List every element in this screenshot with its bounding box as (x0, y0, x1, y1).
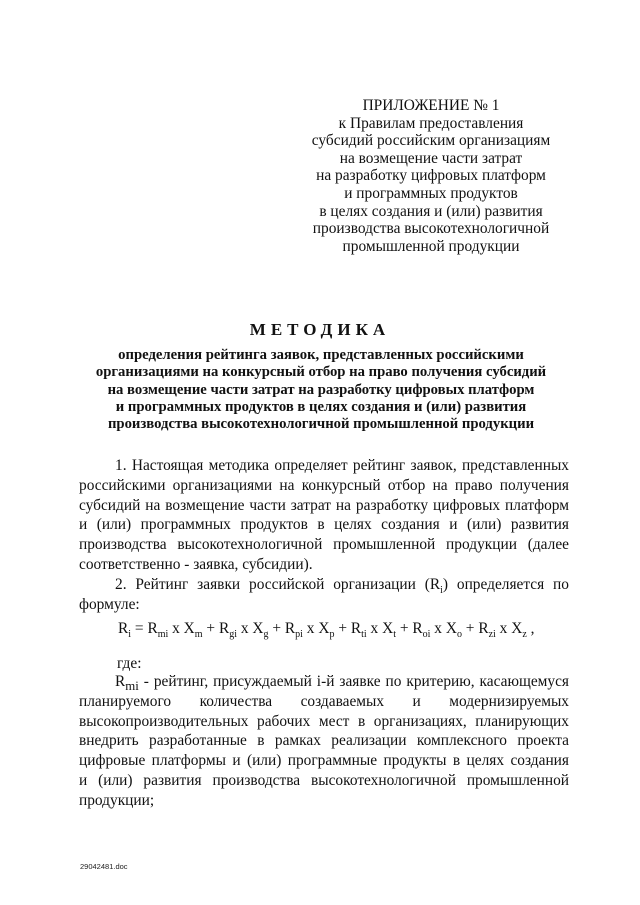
appendix-line: производства высокотехнологичной (312, 220, 550, 238)
appendix-line: субсидий российским организациям (311, 132, 551, 150)
formula-multiply: x (366, 620, 383, 637)
appendix-line: в целях создания и (или) развития (319, 202, 543, 220)
appendix-line: ПРИЛОЖЕНИЕ № 1 (362, 97, 500, 114)
criterion-line: планируемого количества создаваемых и модернизируемых (79, 692, 569, 710)
formula-terms (147, 620, 535, 641)
paragraphs (79, 456, 569, 614)
formula-rating-sub: zi (488, 629, 496, 641)
formula-rating-sub: ti (361, 629, 367, 641)
criterion-line: и (или) развития производства высокотехнологичной промышленной (79, 771, 569, 789)
criterion-definition (79, 672, 569, 811)
formula-multiply: x (237, 620, 253, 637)
formula-rating-symbol: R (350, 620, 362, 637)
formula-rating-sub: gi (229, 629, 237, 641)
formula-weight-symbol: X (382, 620, 394, 637)
paragraph-1-line: субсидий на возмещение части затрат на разработку цифровых платформ (79, 496, 569, 514)
appendix-line: к Правилам предоставления (338, 114, 524, 132)
criterion-line: цифровые платформы и (или) программные продукты в целях создания (79, 752, 569, 770)
appendix-line: на возмещение части затрат (339, 149, 523, 167)
formula-weight-symbol: X (511, 620, 523, 637)
subtitle-line: на возмещение части затрат на разработку цифровых платформ (107, 381, 535, 398)
rating-formula (118, 620, 534, 640)
formula-weight-symbol: X (445, 620, 457, 637)
document-title: МЕТОДИКА (249, 320, 391, 339)
subtitle-line: определения рейтинга заявок, представленных российскими (118, 347, 524, 363)
criterion-symbol-sub: mi (125, 679, 139, 694)
formula-weight-sub: g (263, 629, 269, 641)
formula-weight-symbol: X (252, 620, 264, 637)
paragraph-2-line: формуле: (79, 595, 140, 613)
formula-weight-sub: m (194, 629, 203, 641)
formula-operator: + (202, 620, 219, 637)
paragraph-1-line: соответственно - заявка, субсидии). (79, 555, 313, 573)
formula-operator: + (395, 620, 413, 637)
criterion-text: - рейтинг, присуждаемый i-й заявке по критерию, касающемуся (138, 673, 569, 690)
paragraph-1-line: российскими организациями на конкурсный отбор на право получения (79, 476, 569, 494)
formula-rating-symbol: R (412, 620, 423, 637)
file-name-footer: 29042481.doc (80, 862, 128, 871)
formula-operator: + (461, 620, 479, 637)
formula-rating-symbol: R (147, 620, 158, 637)
formula-weight-sub: p (329, 629, 335, 641)
paragraph-1-line: 1. Настоящая методика определяет рейтинг заявок, представленных (115, 457, 569, 474)
criterion-line: высокопроизводительных рабочих мест в организациях, планирующих (79, 712, 569, 730)
subtitle-line: производства высокотехнологичной промышленной продукции (107, 416, 535, 433)
formula-rating-symbol: R (284, 620, 296, 637)
formula-rating-sub: pi (295, 629, 303, 641)
paragraph-2-text-b: ) определяется по (442, 575, 569, 593)
criterion-line (79, 672, 569, 692)
subtitle-line: и программных продуктов в целях создания и (или) развития (115, 398, 527, 415)
criterion-line: продукции; (79, 791, 155, 809)
appendix-header (300, 97, 562, 255)
formula-operator: , (526, 620, 535, 637)
subtitle-line: организациями на конкурсный отбор на право получения субсидий (95, 364, 547, 381)
criterion-line: внедрить разработанные в рамках реализации комплексного проекта (79, 732, 569, 750)
formula-rating-sub: mi (157, 629, 169, 641)
paragraph-2-line (79, 575, 569, 595)
formula-rating-symbol: R (218, 620, 230, 637)
appendix-line: на разработку цифровых платформ (316, 167, 546, 185)
formula-rating-sub: oi (422, 629, 431, 641)
formula-lhs-sub: i (128, 629, 132, 641)
appendix-line: промышленной продукции (342, 237, 520, 255)
formula-weight-symbol: X (318, 620, 330, 637)
formula-weight-sub: o (456, 629, 462, 641)
appendix-line: и программных продуктов (344, 184, 518, 202)
formula-multiply: x (430, 620, 446, 637)
paragraph-2-text-a: 2. Рейтинг заявки российской организации (R (115, 575, 441, 593)
where-label: где: (117, 655, 142, 672)
formula-multiply: x (168, 620, 184, 637)
formula-equals: = (131, 620, 148, 637)
paragraph-1-line: производства высокотехнологичной промышленной продукции (далее (79, 536, 569, 554)
criterion-symbol: R (115, 673, 126, 690)
formula-operator: + (334, 620, 351, 637)
document-subtitle (80, 347, 562, 433)
formula-multiply: x (302, 620, 319, 637)
formula-weight-sub: t (393, 629, 396, 641)
formula-weight-symbol: X (183, 620, 195, 637)
formula-weight-sub: z (522, 629, 527, 641)
formula-rating-symbol: R (478, 620, 489, 637)
formula-lhs: R (118, 620, 129, 637)
paragraph-2-subscript: i (440, 584, 443, 596)
paragraph-1-line: и (или) программных продуктов в целях создания и (или) развития (79, 516, 569, 534)
formula-multiply: x (495, 620, 512, 637)
formula-operator: + (268, 620, 285, 637)
